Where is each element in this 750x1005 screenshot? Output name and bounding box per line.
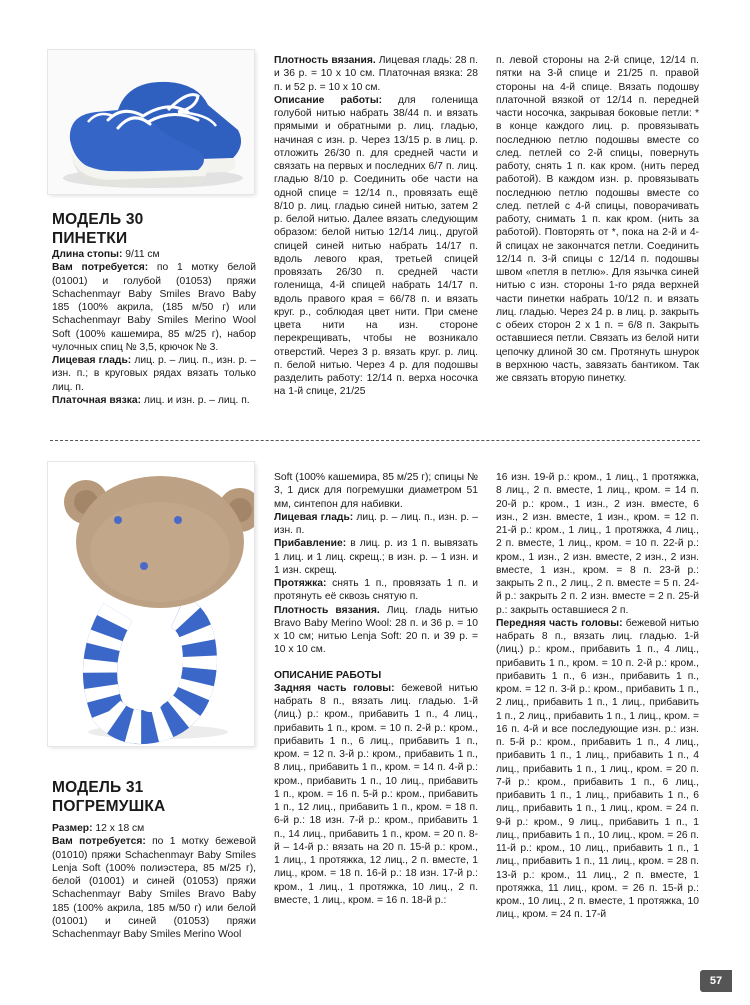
model30-column-3 xyxy=(496,54,699,385)
section-divider xyxy=(50,440,700,441)
model31-column-3 xyxy=(496,471,699,922)
model31-materials-cont: Soft (100% кашемира, 85 м/25 г); спицы № 3, 1 диск для погремушки диаметром 51 мм, синтепон для набивки. xyxy=(274,472,478,510)
model31-size: Размер: 12 x 18 см xyxy=(52,823,145,834)
model31-gauge: Плотность вязания. Лиц. гладь нитью Bravo Baby Merino Wool: 28 п. и 36 р. = 10 x 10 см; нитью Lenja Soft: 20 п. и 39 р. = 10 x 10 см. xyxy=(274,604,479,656)
model31-back-of-head-cont: 16 изн. 19-й р.: кром., 1 лиц., 1 протяжка, 8 лиц., 2 п. вместе, 1 лиц., кром. = 14 п. 20-й р.: кром., 1 изн., 2 изн. вместе, 6 изн., 2 изн. вместе, 1 изн., кром. = 12 п. 21-й р.: кром., 1 лиц., 1 протяжка, 4 лиц., 2 п. вместе, 1 лиц., кром. = 10 п. 22-й р.: кром., 1 изн., 2 изн. вместе, 2 изн., 2 изн. вместе, 1 изн., кром. = 8 п. 23-й р.: закрыть 2 п., 2 лиц., 2 п. вместе = 5 п. 24-й р.: закрыть 2 п. 2 изн. вместе = 2 п. 25-й р.: закрыть оставшиеся 2 п. xyxy=(496,472,699,616)
model30-stockinette: Лицевая гладь: лиц. р. – лиц. п., изн. р. – изн. п.; в круговых рядах вязать только лиц. п. xyxy=(52,355,256,393)
booties-image xyxy=(48,50,254,194)
rattle-image xyxy=(48,462,254,746)
model30-column-1 xyxy=(52,248,256,407)
page-number: 57 xyxy=(700,970,732,992)
model30-instructions: Описание работы: для голенища голубой нитью набрать 38/44 п. и вязать прямыми и обратными р. лиц. гладью, начиная с изн. р. Через 13/15 р. в лиц. р. отложить 26/30 п. для средней части и связать на первых и последних 6/7 п. лиц. гладью 8/10 р. Соединить обе части на одной спице = 12/14 п., провязать ещё 8/10 р. лиц. гладью синей нитью, затем 2 р. белой нитью. Далее вязать следующим образом: белой нитью 12/14 лиц., другой спицей синей нитью набрать 14/17 п. вдоль левого края, третьей спицей провязать 26/30 п. средней части голенища, 4-й спицей набрать 14/17 п. вдоль правого края = 66/78 п. и вязать круг. р., соблюдая цвет нити. При смене цвета нити на изн. стороне перекрещивать, чтобы не возникало отверстий. Через 3 р. вязать круг. р. лиц. п. белой нитью. Через 4 р. для подошвы разделить работу: 12/14 п. верха носочка на 1-й спице, 21/25 xyxy=(274,94,478,398)
booties-photo xyxy=(48,50,254,194)
model31-increase: Прибавление: в лиц. р. из 1 п. вывязать 1 лиц. и 1 лиц. скрещ.; в изн. р. – 1 изн. и 1 изн. скрещ. xyxy=(274,538,478,576)
model30-gauge: Плотность вязания. Лицевая гладь: 28 п. и 36 р. = 10 x 10 см. Платочная вязка: 28 п. и 52 р. = 10 x 10 см. xyxy=(274,55,478,93)
model31-materials: Вам потребуется: по 1 мотку бежевой (01010) пряжи Schachenmayr Baby Smiles Lenja Soft (100% полиэстера, 85 м/25 г), белой (01001) и синей (01053) пряжи Schachenmayr Baby Smiles Bravo Baby 185 (100% акрила, 185 м/50 г) или белой (01001) и синей (01053) пряжи Schachenmayr Baby Smiles Merino Wool xyxy=(52,836,256,940)
model31-section-heading: ОПИСАНИЕ РАБОТЫ xyxy=(274,669,382,681)
model31-front-of-head: Передняя часть головы: бежевой нитью набрать 8 п., вязать лиц. гладью. 1-й (лиц.) р.: кром., прибавить 1 п., 4 лиц., прибавить 1 п., кром. = 10 п. 2-й р.: кром., прибавить 1 п., 6 изн., прибавить 1 п., кром. = 12 п. 3-й р.: кром., прибавить 1 п., 2 лиц., прибавить 1 п., 1 лиц., прибавить 1 п., 2 лиц., прибавить 1 п., 1 лиц., кром. = 16 п. 4-й и все последующие изн. р.: изн. п. 5-й р.: кром., прибавить 1 п., 4 лиц., прибавить 1 п., 1 лиц., прибавить 1 п., 4 лиц., прибавить 1 п., 1 лиц., кром. = 20 п. 7-й р.: кром., прибавить 1 п., 6 лиц., прибавить 1 п., 1 лиц., прибавить 1 п., 6 лиц., прибавить 1 п., 1 лиц., кром. = 24 п. 9-й р.: кром., 9 лиц., прибавить 1 п., 1 лиц., прибавить 1 п., 10 лиц., кром. = 26 п. 11-й р.: кром., 10 лиц., прибавить 1 п., 1 лиц., прибавить 1 п., 11 лиц., кром. = 28 п. 13-й р.: кром., 11 лиц., 2 п. вместе, 1 протяжка, 11 лиц., кром. = 26 п. 15-й р.: кром., 10 лиц., 2 п. вместе, 1 протяжка, 10 лиц., кром. = 24 п. 17-й xyxy=(496,617,699,921)
model31-pull-through: Протяжка: снять 1 п., провязать 1 п. и протянуть её сквозь снятую п. xyxy=(274,578,478,603)
model31-column-2 xyxy=(274,471,478,907)
model31-back-of-head: Задняя часть головы: бежевой нитью набрать 8 п., вязать лиц. гладью. 1-й (лиц.) р.: кром., прибавить 1 п., 4 лиц., прибавить 1 п., кром. = 10 п. 2-й р.: кром., прибавить 1 п., 6 лиц., прибавить 1 п., кром. = 12 п. 3-й р.: кром., прибавить 1 п., 8 лиц., прибавить 1 п., кром. = 14 п. 4-й р.: кром., прибавить 1 п., 10 лиц., прибавить 1 п., кром. = 16 п. 5-й р.: кром., прибавить 1 п., 12 лиц., прибавить 1 п., кром. = 18 п. 6-й р.: 18 изн. 7-й р.: кром., прибавить 1 п., 14 лиц., прибавить 1 п., кром. = 20 п. 8-й – 14-й р.: вязать на 20 п. 15-й р.: кром., 1 лиц., 1 протяжка, 12 лиц., 2 п. вместе, 1 лиц., кром. = 18 п. 16-й р.: 18 изн. 17-й р.: кром., 1 лиц., 1 протяжка, 10 лиц., 2 п. вместе, 1 лиц., кром. = 16 п. 18-й р.: xyxy=(274,682,478,906)
model31-title-line1: МОДЕЛЬ 31 xyxy=(52,779,144,796)
rattle-photo xyxy=(48,462,254,746)
model30-title-line2: ПИНЕТКИ xyxy=(52,230,128,247)
model30-foot-length: Длина стопы: 9/11 см xyxy=(52,249,160,260)
model30-instructions-cont: п. левой стороны на 2-й спице, 12/14 п. пятки на 3-й спице и 21/25 п. правой стороны на 4-й спице. Вязать подошву платочной вязкой от 12/14 п. передней части носочка, закрывая боковые петли: * в конце каждого лиц. р. провязывать последнюю петлю подошвы вместе со след. петлей со 2-й спицы, повернуть работу, снять 1 п. как кром. (нить перед работой). В каждом изн. р. провязывать последнюю петлю подошвы вместе со след. петлей с 4-й спицы, поворачивать работу, снимать 1 п. как кром. (нить за работой). Повторять от *, пока на 2-й и 4-й спицах не закончатся петли. Соединить 12/14 п. 3-й спицы с 12/14 п. подошвы швом «петля в петлю». Для язычка синей нитью с изн. стороны 1-го ряда верхней части пинетки набрать 10/12 п. и вязать лиц. гладью. Через 24 р. в лиц. р. закрыть с обеих сторон 2 x 1 п. = 6/8 п. Закрыть оставшиеся петли. Связать из белой нити цепочку длиной 30 см. Протянуть шнурок в верхнюю часть, завязать бантиком. Так же связать вторую пинетку. xyxy=(496,55,699,384)
model30-column-2 xyxy=(274,54,478,399)
model31-title-line2: ПОГРЕМУШКА xyxy=(52,798,166,815)
model31-title xyxy=(52,778,165,816)
model30-materials: Вам потребуется: по 1 мотку белой (01001) и голубой (01053) пряжи Schachenmayr Baby Smiles Bravo Baby 185 (100% акрила, (185 м/50 г) или Schachenmayr Baby Smiles Merino Wool Soft (100% кашемира, 85 м/25 г), набор чулочных спиц № 3,5, крючок № 3. xyxy=(52,262,256,353)
model30-garter: Платочная вязка: лиц. и изн. р. – лиц. п. xyxy=(52,394,250,406)
model31-stockinette: Лицевая гладь: лиц. р. – лиц. п., изн. р. – изн. п. xyxy=(274,511,478,536)
model31-column-1 xyxy=(52,822,256,941)
model30-title xyxy=(52,210,144,248)
model30-title-line1: МОДЕЛЬ 30 xyxy=(52,211,144,228)
